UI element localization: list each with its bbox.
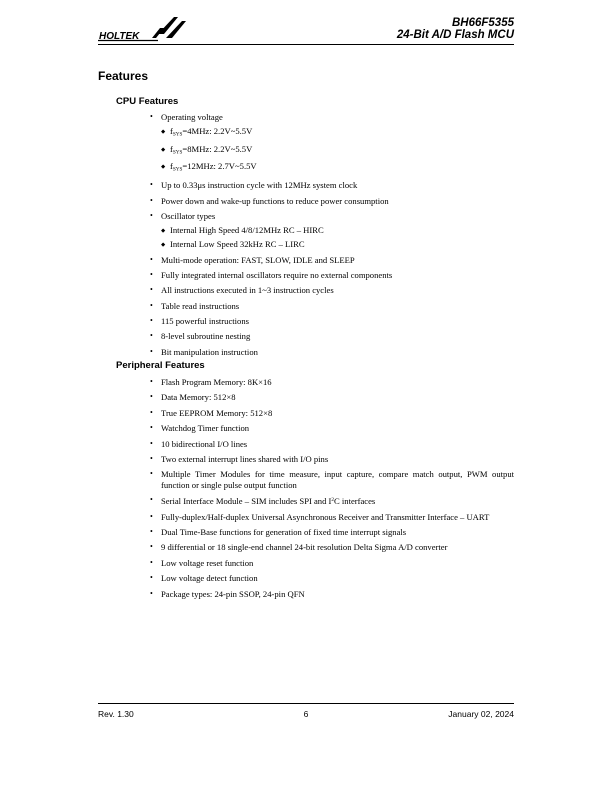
bullet-icon: • bbox=[150, 210, 153, 220]
sub-list-item: ◆ $f_{SYS}=4MHz$: 2.2V~5.5V bbox=[161, 126, 253, 138]
list-item: • True EEPROM Memory: 512×8 bbox=[150, 407, 273, 418]
list-item: • Bit manipulation instruction bbox=[150, 346, 258, 357]
list-item: • Fully-duplex/Half-duplex Universal Asynchronous Receiver and Transmitter Interface – UART bbox=[150, 511, 490, 522]
operating-voltage-label: Operating voltage bbox=[161, 112, 223, 122]
part-number: BH66F5355 bbox=[451, 17, 514, 29]
list-item: • Multi-mode operation: FAST, SLOW, IDLE and SLEEP bbox=[150, 254, 355, 265]
list-item bbox=[150, 112, 514, 175]
document-header bbox=[397, 17, 514, 41]
list-item: • Serial Interface Module – SIM includes SPI and $I^2C$ interfaces bbox=[150, 495, 376, 507]
bullet-icon: • bbox=[150, 112, 153, 121]
logo-text: HOLTEK bbox=[99, 31, 140, 42]
bullet-icon: • bbox=[150, 527, 153, 537]
section-title: Features bbox=[98, 69, 149, 83]
diamond-bullet-icon: ◆ bbox=[161, 146, 166, 153]
bullet-icon: • bbox=[150, 300, 153, 310]
list-item: • Dual Time-Base functions for generation of fixed time interrupt signals bbox=[150, 527, 407, 538]
bullet-icon: • bbox=[150, 588, 153, 598]
bullet-icon: • bbox=[150, 557, 153, 567]
product-name: 24-Bit A/D Flash MCU bbox=[396, 29, 514, 41]
bullet-icon: • bbox=[150, 438, 153, 448]
list-item: • Up to 0.33μs instruction cycle with 12MHz system clock bbox=[150, 180, 358, 191]
bullet-icon: • bbox=[150, 511, 153, 521]
diamond-bullet-icon: ◆ bbox=[161, 164, 166, 171]
footer-rule bbox=[98, 703, 514, 704]
list-item: • Low voltage reset function bbox=[150, 557, 254, 568]
bullet-icon: • bbox=[150, 269, 153, 279]
bullet-icon: • bbox=[150, 392, 153, 402]
peripheral-features-list bbox=[150, 377, 514, 604]
list-item: • Oscillator types ◆ Internal High Speed 4/8/12MHz RC – HIRC ◆ Internal Low Speed 32kHz RC – LIRC bbox=[150, 211, 514, 250]
list-item: • Watchdog Timer function bbox=[150, 423, 250, 434]
bullet-icon: • bbox=[150, 423, 153, 433]
list-item: • 115 powerful instructions bbox=[150, 316, 249, 327]
bullet-icon: • bbox=[150, 453, 153, 463]
cpu-features-list bbox=[150, 112, 514, 362]
list-item: • All instructions executed in 1~3 instruction cycles bbox=[150, 285, 334, 296]
bullet-icon: • bbox=[150, 495, 153, 505]
holtek-logo bbox=[98, 14, 188, 44]
bullet-icon: • bbox=[150, 316, 153, 326]
sub-list-item: ◆ Internal Low Speed 32kHz RC – LIRC bbox=[161, 239, 305, 250]
bullet-icon: • bbox=[150, 573, 153, 583]
diamond-bullet-icon: ◆ bbox=[161, 242, 166, 249]
bullet-icon: • bbox=[150, 331, 153, 341]
diamond-bullet-icon: ◆ bbox=[161, 228, 166, 235]
sub-list-item: ◆ $f_{SYS}=8MHz$: 2.2V~5.5V bbox=[161, 143, 253, 156]
voltage-sublist bbox=[161, 126, 514, 175]
cpu-features-title: CPU Features bbox=[116, 96, 179, 107]
bullet-icon: • bbox=[150, 346, 153, 356]
list-item: • Low voltage detect function bbox=[150, 573, 258, 584]
sub-list-item: ◆ Internal High Speed 4/8/12MHz RC – HIRC bbox=[161, 225, 324, 236]
bullet-icon: • bbox=[150, 285, 153, 295]
footer-revision: Rev. 1.30 bbox=[98, 709, 134, 719]
list-item: • Two external interrupt lines shared with I/O pins bbox=[150, 453, 329, 464]
bullet-icon: • bbox=[150, 407, 153, 417]
list-item: • Multiple Timer Modules for time measure, input capture, compare match output, PWM output function or single pulse output function bbox=[150, 469, 514, 490]
bullet-icon: • bbox=[150, 469, 153, 479]
bullet-icon: • bbox=[150, 542, 153, 552]
list-item: • 9 differential or 18 single-end channel 24-bit resolution Delta Sigma A/D converter bbox=[150, 542, 448, 553]
peripheral-features-title: Peripheral Features bbox=[116, 360, 205, 371]
list-item: • Table read instructions bbox=[150, 300, 240, 311]
list-item: • Power down and wake-up functions to reduce power consumption bbox=[150, 195, 389, 206]
bullet-icon: • bbox=[150, 377, 153, 386]
list-item: • Data Memory: 512×8 bbox=[150, 392, 236, 403]
bullet-icon: • bbox=[150, 195, 153, 205]
holtek-logo-icon bbox=[98, 14, 188, 44]
list-item: • Package types: 24-pin SSOP, 24-pin QFN bbox=[150, 588, 305, 599]
diamond-bullet-icon: ◆ bbox=[161, 129, 166, 136]
list-item: • Flash Program Memory: 8K×16 bbox=[150, 377, 272, 387]
footer-date: January 02, 2024 bbox=[448, 709, 514, 719]
list-item: • Fully integrated internal oscillators require no external components bbox=[150, 269, 393, 280]
oscillator-sublist bbox=[161, 225, 514, 250]
footer-page-number: 6 bbox=[303, 709, 309, 719]
bullet-icon: • bbox=[150, 180, 153, 190]
sub-list-item: ◆ $f_{SYS}=12MHz$: 2.7V~5.5V bbox=[161, 161, 257, 173]
header-rule bbox=[98, 44, 514, 45]
bullet-icon: • bbox=[150, 254, 153, 264]
list-item: • 10 bidirectional I/O lines bbox=[150, 438, 248, 449]
list-item: • 8-level subroutine nesting bbox=[150, 331, 251, 342]
